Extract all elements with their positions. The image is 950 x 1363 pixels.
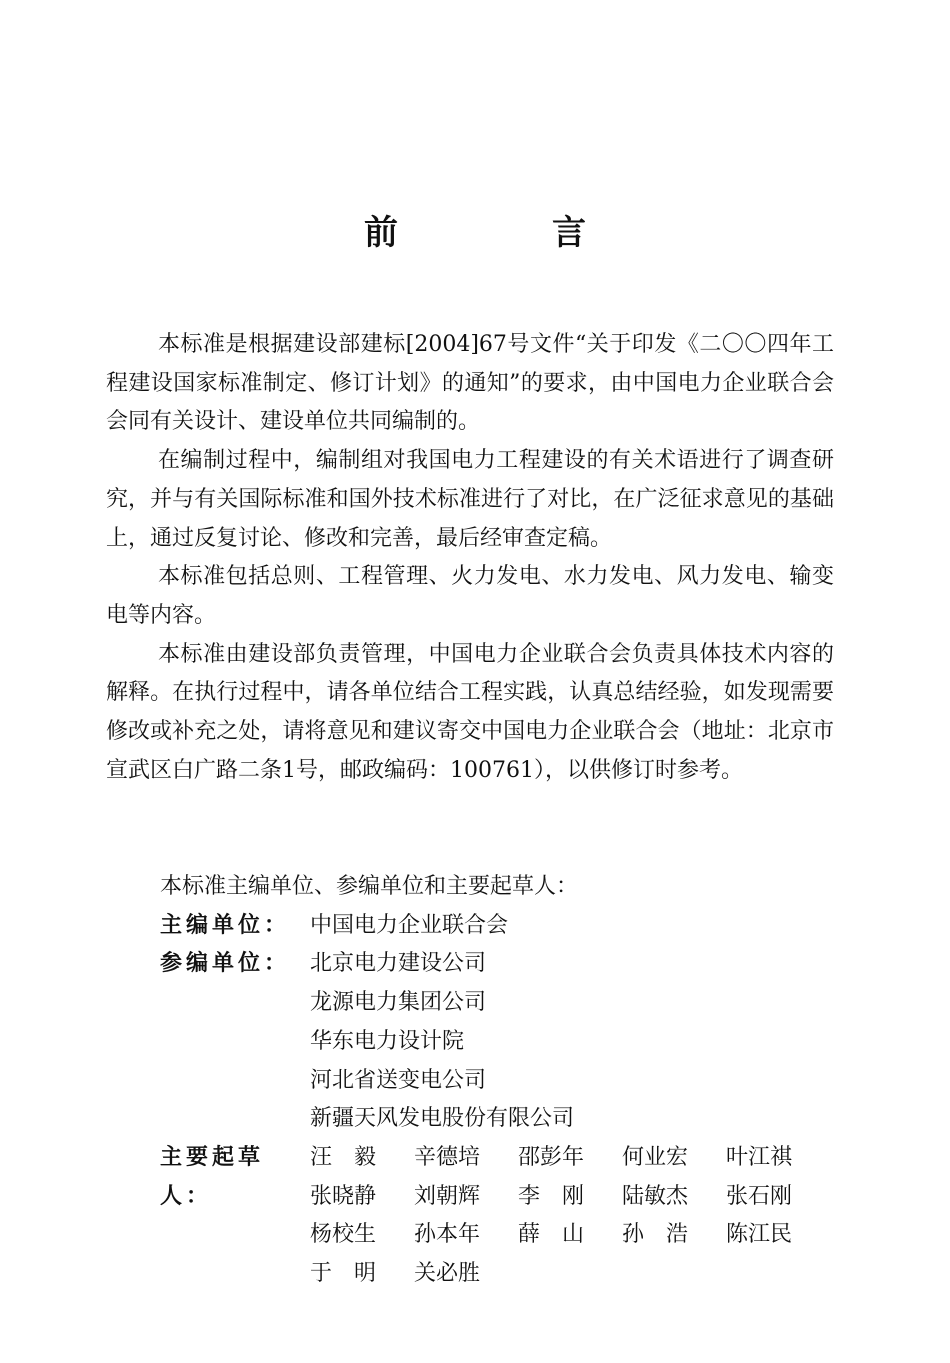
drafter-name: 于 明: [310, 1261, 377, 1287]
paragraph-process: 在编制过程中，编制组对我国电力工程建设的有关术语进行了调查研究，并与有关国际标准和国外技术标准进行了对比，在广泛征求意见的基础上，通过反复讨论、修改和完善，最后经审查定稿。: [106, 448, 834, 551]
drafter-name: 叶江祺: [726, 1144, 793, 1170]
paragraph-management: 本标准由建设部负责管理，中国电力企业联合会负责具体技术内容的解释。在执行过程中，请各单位结合工程实践，认真总结经验，如发现需要修改或补充之处，请将意见和建议寄交中国电力企业联合会（地址：北京市宣武区白广路二条1号，邮政编码：100761），以供修订时参考。: [106, 641, 834, 783]
drafter-name: 刘朝辉: [414, 1183, 481, 1209]
paragraph-basis: 本标准是根据建设部建标[2004]67号文件“关于印发《二〇〇四年工程建设国家标准制定、修订计划》的通知”的要求，由中国电力企业联合会会同有关设计、建设单位共同编制的。: [106, 332, 834, 435]
participating-unit: 河北省送变电公司: [310, 1067, 487, 1093]
drafter-name: 孙本年: [414, 1222, 481, 1248]
drafter-name: 张石刚: [726, 1183, 793, 1209]
chief-unit-value: 中国电力企业联合会: [310, 912, 509, 938]
drafter-name: 张晓静: [310, 1183, 377, 1209]
drafter-name: 杨校生: [310, 1222, 377, 1248]
participating-unit: 北京电力建设公司: [310, 951, 487, 977]
credits-intro: 本标准主编单位、参编单位和主要起草人：: [160, 874, 579, 899]
drafters-list: [310, 1139, 830, 1294]
drafter-name: 陈江民: [726, 1222, 793, 1248]
participating-units-list: [310, 945, 830, 1139]
participating-units-row: [160, 945, 830, 1139]
drafter-name: 关必胜: [414, 1261, 481, 1287]
drafter-name: 陆敏杰: [622, 1183, 689, 1209]
drafter-name: 汪 毅: [310, 1144, 377, 1170]
preface-body: [106, 326, 834, 790]
drafter-name: 辛德培: [414, 1144, 481, 1170]
drafters-row: [160, 1139, 830, 1294]
drafter-name: 薛 山: [518, 1222, 585, 1248]
chief-unit-label: 主编单位：: [160, 912, 291, 938]
drafter-name: 邵彭年: [518, 1144, 585, 1170]
chief-unit-row: [160, 907, 830, 946]
participating-unit: 华东电力设计院: [310, 1028, 465, 1054]
participating-unit: 新疆天风发电股份有限公司: [310, 1106, 575, 1132]
drafter-name: 何业宏: [622, 1144, 689, 1170]
credits-block: [160, 868, 830, 1294]
drafter-name: 李 刚: [518, 1183, 585, 1209]
drafters-label: 主要起草人：: [160, 1144, 265, 1209]
paragraph-contents: 本标准包括总则、工程管理、火力发电、水力发电、风力发电、输变电等内容。: [106, 564, 834, 628]
participating-units-label: 参编单位：: [160, 951, 291, 977]
page-title: 前 言: [364, 213, 646, 253]
drafter-name: 孙 浩: [622, 1222, 689, 1248]
participating-unit: 龙源电力集团公司: [310, 990, 487, 1016]
